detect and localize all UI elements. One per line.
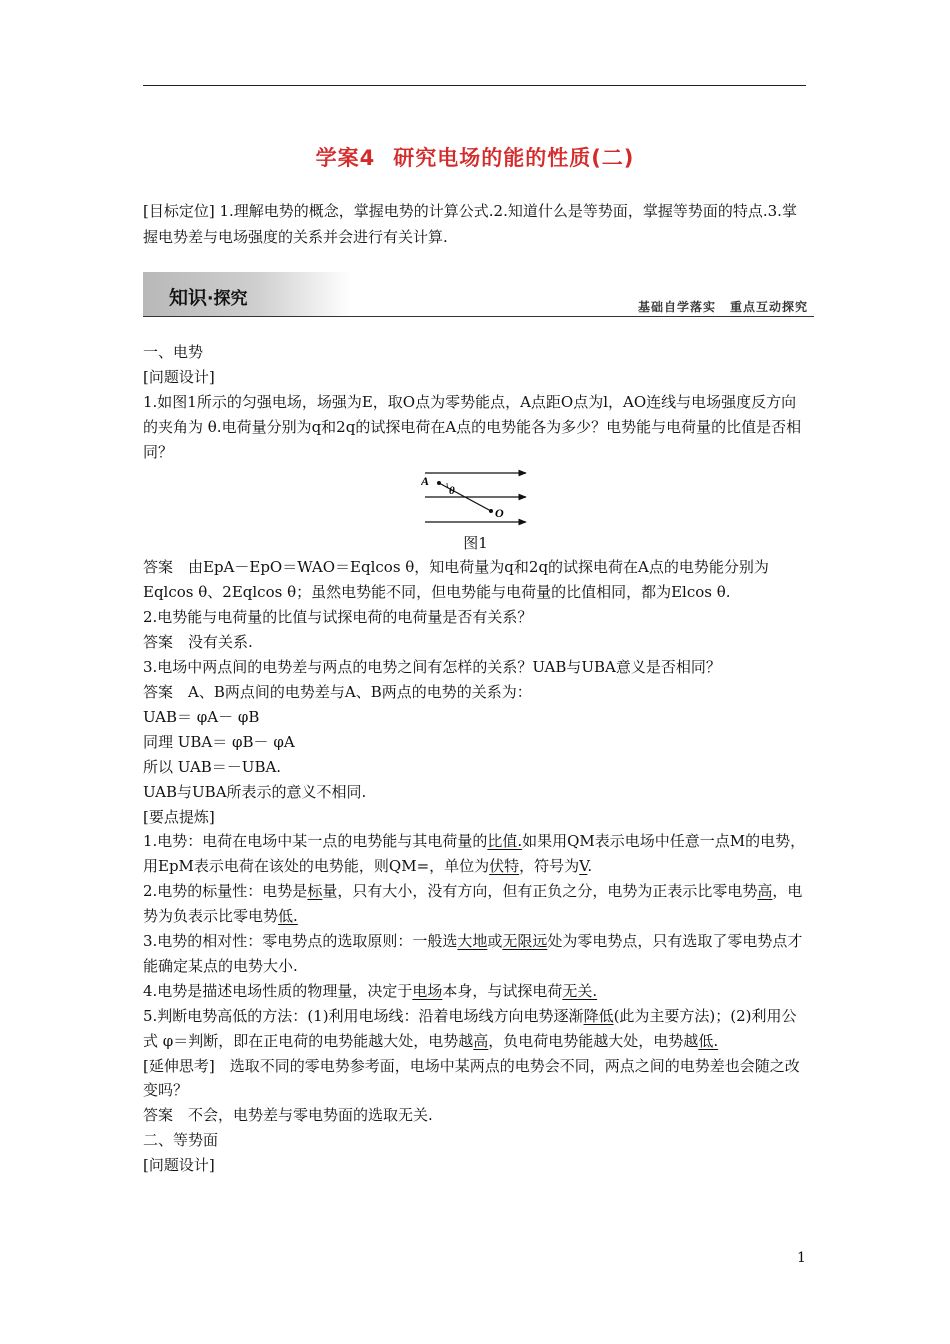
banner-right-2: 重点互动探究 bbox=[729, 300, 808, 314]
banner-label bbox=[169, 283, 247, 310]
page-number: 1 bbox=[797, 1250, 806, 1266]
section-banner bbox=[143, 272, 814, 318]
formula-uba: 同理 UBA＝ φB－ φA bbox=[143, 732, 295, 751]
key-point-3: 3.电势的相对性：零电势点的选取原则：一般选大地或无限远处为零电势点，只有选取了零电势点才能确定某点的电势大小. bbox=[143, 932, 803, 975]
formula-uab: UAB＝ φA－ φB bbox=[143, 707, 260, 726]
top-rule bbox=[143, 85, 806, 86]
question-3: 3.电场中两点间的电势差与两点的电势之间有怎样的关系？UAB与UBA意义是否相同？ bbox=[143, 658, 721, 677]
objective-paragraph: [目标定位] 1.理解电势的概念，掌握电势的计算公式.2.知道什么是等势面，掌握等势面的特点.3.掌握电势差与电场强度的关系并会进行有关计算. bbox=[143, 202, 797, 246]
question-design-label-2: [问题设计] bbox=[143, 1156, 215, 1175]
title-number: 学案4 bbox=[315, 146, 376, 170]
figure-caption: 图1 bbox=[463, 533, 488, 552]
key-points-label: [要点提炼] bbox=[143, 807, 215, 826]
figure-1 bbox=[143, 467, 808, 531]
formula-relation: 所以 UAB＝－UBA. bbox=[143, 757, 282, 776]
banner-right-1: 基础自学落实 bbox=[637, 300, 716, 314]
label-theta: θ bbox=[449, 484, 455, 497]
title-text: 研究电场的能的性质(二) bbox=[393, 146, 635, 170]
label-o: O bbox=[495, 505, 504, 520]
banner-right bbox=[638, 298, 808, 315]
question-design-label: [问题设计] bbox=[143, 367, 215, 386]
point-o bbox=[489, 509, 493, 513]
banner-main: 知识 bbox=[169, 287, 208, 309]
label-a: A bbox=[421, 473, 430, 488]
main-content bbox=[143, 340, 808, 1178]
question-1: 1.如图1所示的匀强电场，场强为E，取O点为零势能点，A点距O点为l，AO连线与电场强度反方向的夹角为 θ.电荷量分别为q和2q的试探电荷在A点的电势能各为多少？电势能与电荷量的比值是否相同？ bbox=[143, 392, 802, 461]
meaning-note: UAB与UBA所表示的意义不相同. bbox=[143, 782, 367, 801]
extended-thinking: [延伸思考] 选取不同的零电势参考面，电场中某两点的电势会不同，两点之间的电势差也会随之改变吗？ bbox=[143, 1056, 800, 1100]
section-heading-2: 二、等势面 bbox=[143, 1131, 219, 1150]
key-point-4: 4.电势是描述电场性质的物理量，决定于电场本身，与试探电荷无关. bbox=[143, 981, 598, 1000]
key-point-5: 5.判断电势高低的方法：(1)利用电场线：沿着电场线方向电势逐渐降低(此为主要方法)；(2)利用公式 φ＝判断，即在正电荷的电势能越大处，电势越高，负电荷电势能越大处，电势越低. bbox=[143, 1006, 797, 1050]
key-point-1: 1.电势：电荷在电场中某一点的电势能与其电荷量的比值.如果用QM表示电场中任意一点M的电势，用EpM表示电荷在该处的电势能，则QM=，单位为伏特，符号为V. bbox=[143, 832, 806, 876]
question-2: 2.电势能与电荷量的比值与试探电荷的电荷量是否有关系？ bbox=[143, 608, 533, 627]
answer-3: 答案 A、B两点间的电势差与A、B两点的电势的关系为： bbox=[143, 682, 532, 701]
banner-sub: ·探究 bbox=[207, 289, 248, 309]
page-title bbox=[0, 142, 950, 172]
banner-rule bbox=[143, 316, 814, 317]
field-diagram bbox=[421, 467, 531, 529]
answer-2: 答案 没有关系. bbox=[143, 633, 253, 652]
point-a bbox=[437, 481, 441, 485]
section-heading: 一、电势 bbox=[143, 343, 204, 361]
answer-4: 答案 不会，电势差与零电势面的选取无关. bbox=[143, 1106, 433, 1125]
answer-1: 答案 由EpA－EpO＝WAO＝Eqlcos θ，知电荷量为q和2q的试探电荷在A点的电势能分别为Eqlcos θ、2Eqlcos θ；虽然电势能不同，但电势能与电荷量的比值相同，都为Elcos θ. bbox=[143, 558, 769, 602]
key-point-2: 2.电势的标量性：电势是标量，只有大小，没有方向，但有正负之分，电势为正表示比零电势高，电势为负表示比零电势低. bbox=[143, 882, 803, 926]
